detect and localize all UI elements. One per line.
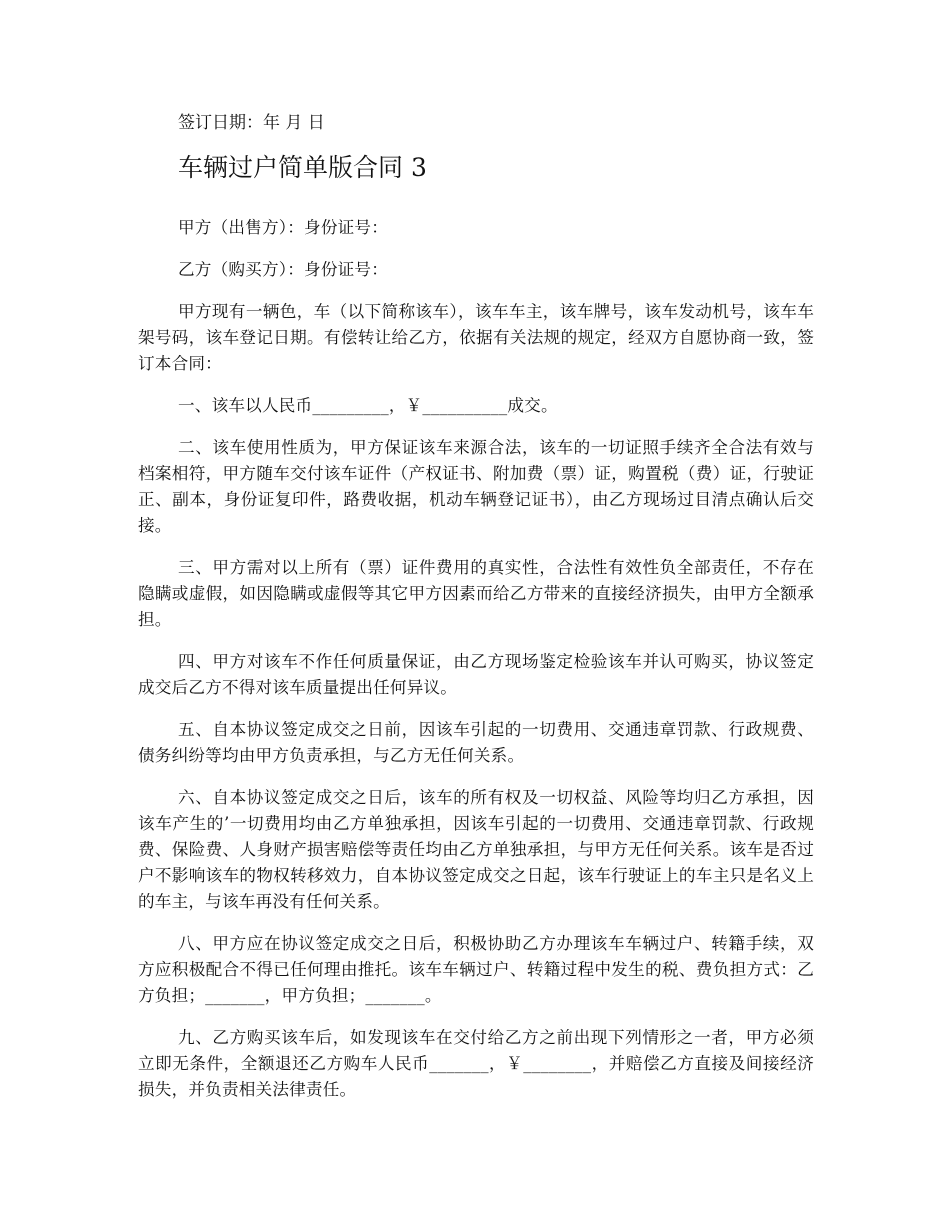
clause-9-refund: 九、乙方购买该车后，如发现该车在交付给乙方之前出现下列情形之一者，甲方必须立即无条件，全额退还乙方购车人民币_______，￥________，并赔偿乙方直接及间接经济损失，并负责相关法律责任。 [138, 1028, 814, 1099]
clause-4-quality: 四、甲方对该车不作任何质量保证，由乙方现场鉴定检验该车并认可购买，协议签定成交后乙方不得对该车质量提出任何异议。 [138, 652, 814, 697]
clause-8-transfer: 八、甲方应在协议签定成交之日后，积极协助乙方办理该车车辆过户、转籍手续，双方应积极配合不得已任何理由推托。该车车辆过户、转籍过程中发生的税、费负担方式：乙方负担；_______，甲方负担；_______。 [138, 934, 814, 1005]
clause-1-price: 一、该车以人民币_________，￥__________成交。 [178, 396, 558, 415]
contract-body [138, 215, 814, 1119]
clause-2-documents: 二、该车使用性质为，甲方保证该车来源合法，该车的一切证照手续齐全合法有效与档案相符，甲方随车交付该车证件（产权证书、附加费（票）证，购置税（费）证，行驶证正、副本，身份证复印件，路费收据，机动车辆登记证书），由乙方现场过目清点确认后交接。 [138, 438, 814, 535]
party-b-line: 乙方（购买方）：身份证号： [178, 260, 389, 279]
contract-title: 车辆过户简单版合同 3 [178, 153, 427, 182]
clause-3-authenticity: 三、甲方需对以上所有（票）证件费用的真实性，合法性有效性负全部责任，不存在隐瞒或虚假，如因隐瞒或虚假等其它甲方因素而给乙方带来的直接经济损失，由甲方全额承担。 [138, 558, 814, 629]
clause-5-prior-liability: 五、自本协议签定成交之日前，因该车引起的一切费用、交通违章罚款、行政规费、债务纠纷等均由甲方负责承担，与乙方无任何关系。 [138, 720, 814, 765]
intro-paragraph: 甲方现有一辆色，车（以下简称该车），该车车主，该车牌号，该车发动机号，该车车架号码，该车登记日期。有偿转让给乙方，依据有关法规的规定，经双方自愿协商一致，签订本合同： [138, 302, 814, 373]
clause-6-post-liability: 六、自本协议签定成交之日后，该车的所有权及一切权益、风险等均归乙方承担，因该车产生的’一切费用均由乙方单独承担，因该车引起的一切费用、交通违章罚款、行政规费、保险费、人身财产损害赔偿等责任均由乙方单独承担，与甲方无任何关系。该车是否过户不影响该车的物权转移效力，自本协议签定成交之日起，该车行驶证上的车主只是名义上的车主，与该车再没有任何关系。 [138, 788, 814, 911]
signing-date-line: 签订日期：年 月 日 [178, 113, 325, 133]
party-a-line: 甲方（出售方）：身份证号： [178, 218, 389, 237]
